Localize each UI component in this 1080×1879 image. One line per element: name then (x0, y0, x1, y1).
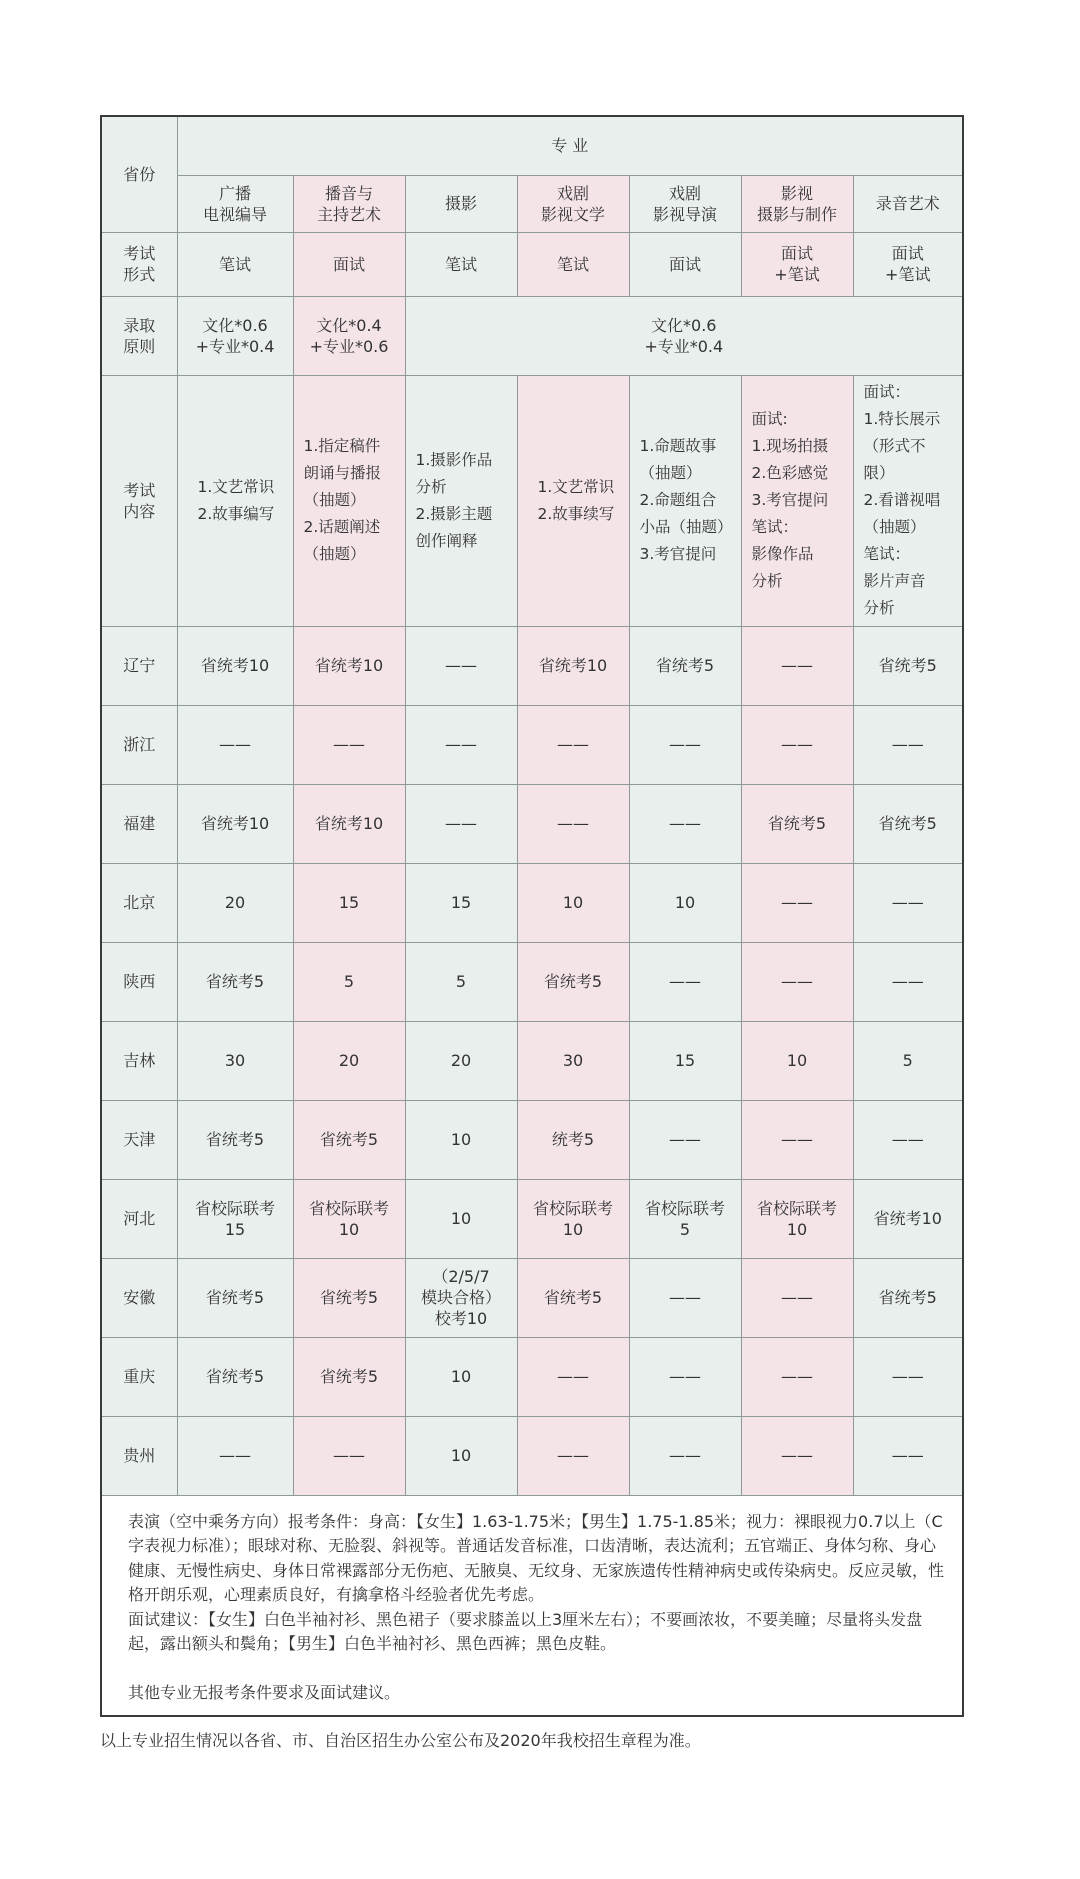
quota-cell: —— (741, 1258, 853, 1337)
exam-content-cell: 1.文艺常识 2.故事续写 (517, 375, 629, 626)
table-row (101, 863, 963, 942)
table-row (101, 1021, 963, 1100)
admission-cell: 文化*0.4 +专业*0.6 (293, 296, 405, 375)
quota-cell: —— (629, 1258, 741, 1337)
admissions-table (100, 115, 964, 1717)
quota-cell: —— (293, 705, 405, 784)
exam-form-label: 考试 形式 (101, 232, 177, 296)
province-cell: 安徽 (101, 1258, 177, 1337)
quota-cell: —— (629, 705, 741, 784)
major-header-cell: 播音与 主持艺术 (293, 175, 405, 232)
exam-form-cell: 笔试 (517, 232, 629, 296)
quota-cell: —— (853, 1337, 963, 1416)
exam-form-row (101, 232, 963, 296)
exam-form-cell: 面试 +笔试 (853, 232, 963, 296)
province-cell: 福建 (101, 784, 177, 863)
exam-content-cell: 1.指定稿件 朗诵与播报 （抽题） 2.话题阐述 （抽题） (293, 375, 405, 626)
quota-cell: 省统考5 (177, 1337, 293, 1416)
quota-cell: —— (177, 1416, 293, 1495)
quota-cell: 省统考5 (517, 942, 629, 1021)
quota-cell: —— (853, 863, 963, 942)
notes-cell (101, 1495, 963, 1716)
quota-cell: —— (405, 784, 517, 863)
quota-cell: —— (741, 1100, 853, 1179)
quota-cell: 省统考5 (177, 942, 293, 1021)
quota-cell: 省统考5 (853, 626, 963, 705)
table-row (101, 1337, 963, 1416)
exam-form-cell: 面试 (293, 232, 405, 296)
quota-cell: —— (629, 942, 741, 1021)
major-header-cell: 戏剧 影视导演 (629, 175, 741, 232)
quota-cell: 省统考10 (177, 626, 293, 705)
exam-content-label: 考试 内容 (101, 375, 177, 626)
province-cell: 北京 (101, 863, 177, 942)
admission-cell: 文化*0.6 +专业*0.4 (405, 296, 963, 375)
exam-content-cell: 1.文艺常识 2.故事编写 (177, 375, 293, 626)
quota-cell: 5 (853, 1021, 963, 1100)
quota-cell: 10 (629, 863, 741, 942)
province-cell: 河北 (101, 1179, 177, 1258)
quota-cell: 省统考5 (629, 626, 741, 705)
quota-cell: —— (177, 705, 293, 784)
quota-cell: —— (629, 784, 741, 863)
province-cell: 陕西 (101, 942, 177, 1021)
quota-cell: 省统考5 (853, 784, 963, 863)
major-header: 专 业 (177, 116, 963, 175)
quota-cell: —— (629, 1337, 741, 1416)
quota-cell: 省统考10 (853, 1179, 963, 1258)
province-cell: 天津 (101, 1100, 177, 1179)
major-header-cell: 摄影 (405, 175, 517, 232)
quota-cell: 10 (517, 863, 629, 942)
quota-cell: 省校际联考 15 (177, 1179, 293, 1258)
quota-cell: 5 (293, 942, 405, 1021)
quota-cell: 省统考5 (293, 1258, 405, 1337)
province-cell: 辽宁 (101, 626, 177, 705)
quota-cell: 20 (293, 1021, 405, 1100)
quota-cell: 省统考5 (853, 1258, 963, 1337)
quota-cell: 省校际联考 5 (629, 1179, 741, 1258)
admission-row (101, 296, 963, 375)
quota-cell: —— (853, 1416, 963, 1495)
quota-cell: 省统考10 (177, 784, 293, 863)
quota-cell: —— (405, 705, 517, 784)
quota-cell: —— (517, 784, 629, 863)
exam-content-cell: 1.摄影作品 分析 2.摄影主题 创作阐释 (405, 375, 517, 626)
table-row (101, 1258, 963, 1337)
quota-cell: —— (741, 1337, 853, 1416)
footer-note: 以上专业招生情况以各省、市、自治区招生办公室公布及2020年我校招生章程为准。 (100, 1731, 701, 1750)
province-cell: 吉林 (101, 1021, 177, 1100)
table-row (101, 1179, 963, 1258)
quota-cell: —— (517, 1416, 629, 1495)
quota-cell: （2/5/7 模块合格） 校考10 (405, 1258, 517, 1337)
quota-cell: —— (741, 705, 853, 784)
table-row (101, 1416, 963, 1495)
quota-cell: 省统考10 (517, 626, 629, 705)
quota-cell: 20 (177, 863, 293, 942)
quota-cell: 20 (405, 1021, 517, 1100)
province-cell: 贵州 (101, 1416, 177, 1495)
admission-label: 录取 原则 (101, 296, 177, 375)
other-majors-note: 其他专业无报考条件要求及面试建议。 (128, 1682, 401, 1702)
quota-cell: —— (629, 1100, 741, 1179)
province-cell: 浙江 (101, 705, 177, 784)
table-row (101, 784, 963, 863)
quota-cell: 省校际联考 10 (741, 1179, 853, 1258)
admissions-sheet (100, 115, 962, 1717)
exam-content-cell: 1.命题故事 （抽题） 2.命题组合 小品（抽题） 3.考官提问 (629, 375, 741, 626)
quota-cell: 省统考10 (293, 626, 405, 705)
major-header-cell: 广播 电视编导 (177, 175, 293, 232)
performance-requirements-note: 表演（空中乘务方向）报考条件：身高：【女生】1.63-1.75米；【男生】1.75-1.85米；视力：裸眼视力0.7以上（C字表视力标准）；眼球对称、无脸裂、斜视等。普通话发音标准，口齿清晰，表达流利；五官端正、身体匀称、身心健康、无慢性病史、身体日常裸露部分无伤疤、无腋臭、无纹身、无家族遗传性精神病史或传染病史。反应灵敏，性格开朗乐观，心理素质良好，有擒拿格斗经验者优先考虑。 (128, 1511, 945, 1604)
quota-cell: —— (741, 942, 853, 1021)
notes-row (101, 1495, 963, 1716)
quota-cell: —— (293, 1416, 405, 1495)
major-header-cell: 戏剧 影视文学 (517, 175, 629, 232)
quota-cell: 15 (405, 863, 517, 942)
quota-cell: 省统考5 (293, 1337, 405, 1416)
quota-cell: 15 (293, 863, 405, 942)
quota-cell: —— (517, 705, 629, 784)
note-spacer (128, 1657, 948, 1681)
quota-cell: 省统考5 (741, 784, 853, 863)
interview-advice-note: 面试建议：【女生】白色半袖衬衫、黑色裙子（要求膝盖以上3厘米左右）；不要画浓妆，不要美瞳；尽量将头发盘起，露出额头和鬓角；【男生】白色半袖衬衫、黑色西裤；黑色皮鞋。 (128, 1609, 923, 1653)
quota-cell: —— (853, 942, 963, 1021)
majors-row (101, 175, 963, 232)
quota-cell: —— (853, 705, 963, 784)
province-cell: 重庆 (101, 1337, 177, 1416)
quota-cell: —— (517, 1337, 629, 1416)
quota-cell: —— (405, 626, 517, 705)
quota-cell: 10 (405, 1337, 517, 1416)
quota-cell: 省统考5 (177, 1100, 293, 1179)
quota-cell: 省校际联考 10 (517, 1179, 629, 1258)
exam-content-cell: 面试: 1.现场拍摄 2.色彩感觉 3.考官提问 笔试： 影像作品 分析 (741, 375, 853, 626)
quota-cell: —— (853, 1100, 963, 1179)
table-row (101, 942, 963, 1021)
quota-cell: 30 (177, 1021, 293, 1100)
major-header-cell: 录音艺术 (853, 175, 963, 232)
exam-form-cell: 面试 (629, 232, 741, 296)
quota-cell: 30 (517, 1021, 629, 1100)
quota-cell: 统考5 (517, 1100, 629, 1179)
quota-cell: 10 (405, 1416, 517, 1495)
exam-form-cell: 面试 +笔试 (741, 232, 853, 296)
admission-cell: 文化*0.6 +专业*0.4 (177, 296, 293, 375)
quota-cell: —— (741, 626, 853, 705)
table-body (101, 116, 963, 1716)
table-row (101, 1100, 963, 1179)
quota-cell: 省统考5 (517, 1258, 629, 1337)
table-row (101, 626, 963, 705)
exam-form-cell: 笔试 (177, 232, 293, 296)
quota-cell: 5 (405, 942, 517, 1021)
table-row (101, 705, 963, 784)
quota-cell: 省统考5 (293, 1100, 405, 1179)
province-header: 省份 (101, 116, 177, 232)
header-row (101, 116, 963, 175)
quota-cell: —— (741, 1416, 853, 1495)
exam-form-cell: 笔试 (405, 232, 517, 296)
exam-content-cell: 面试： 1.特长展示 （形式不限） 2.看谱视唱 （抽题） 笔试： 影片声音 分析 (853, 375, 963, 626)
quota-cell: —— (741, 863, 853, 942)
quota-cell: 省统考10 (293, 784, 405, 863)
quota-cell: 省校际联考 10 (293, 1179, 405, 1258)
quota-cell: 省统考5 (177, 1258, 293, 1337)
quota-cell: —— (629, 1416, 741, 1495)
quota-cell: 10 (405, 1179, 517, 1258)
quota-cell: 15 (629, 1021, 741, 1100)
quota-cell: 10 (405, 1100, 517, 1179)
quota-cell: 10 (741, 1021, 853, 1100)
exam-content-row (101, 375, 963, 626)
major-header-cell: 影视 摄影与制作 (741, 175, 853, 232)
